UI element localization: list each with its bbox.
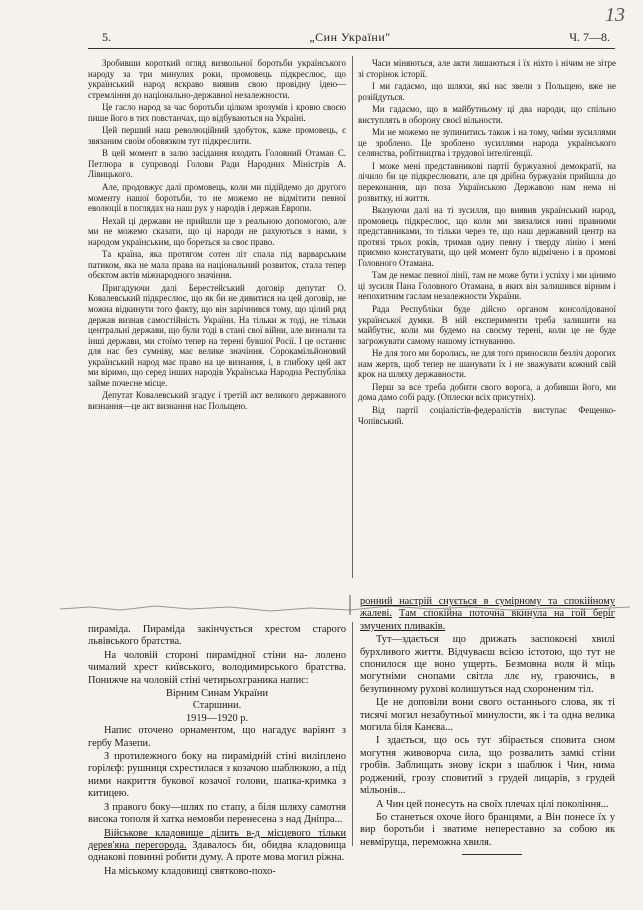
paragraph [88,650,346,687]
underlined-text: ронний настрій снується в сумірному та спокійному жалеві. [360,596,615,620]
paragraph: Ми гадаємо, що в майбутньому ці два народи, що спільно виступлять в оборону своєї вільности. [358,104,616,125]
paragraph: пираміда. Пираміда закінчується хрестом старого львівського братства. [88,624,346,648]
paragraph: Бо станеться охоче його бранцями, а Він понесе їх у вир боротьби і зватиме непереставно за собою як невміруща, переможна хвиля. [360,811,615,848]
paragraph: Ми не можемо не зупинитись також і на тому, чиїми зусиллями це зроблено. Це зроблено зусиллями народа українського селянства, робітництва і трудової інтелігенції. [358,127,616,159]
issue-number: Ч. 7—8. [569,30,610,44]
paragraph: Це не доповіли вони свого останнього слова, як ті тисячі могил незабутньої минулости, як і та одна велика могила біля Канєва... [360,697,615,734]
paragraph: Напис оточено орнаментом, що нагадує варіянт з гербу Мазепи. [88,725,346,749]
inscription-line: Вірним Синам України [166,688,268,700]
paragraph: А Чин цей понесуть на своїх плечах цілі покоління... [376,798,609,810]
paragraph: І здається, що ось тут збірається сповита сном могутня живоворча сила, що розвалить замкі стіни гробів. Заблищать знову іскри з шаблюк і Чин, нима роджений, грозу сповитий з грудей лицарів, з грудей мільонів... [360,735,615,797]
paragraph: Вказуючи далі на ті зусилля, що виявив український народ, промовець підкреслює, що коли ми звязалися нині правними представниками, то тільки через те, що наш державний центр на протязі трьох років, тримав одну певну і тверду лінію і мені приємно констатувати, що цей момент було відмічено і в промові Головного Отамана. [358,205,616,268]
paragraph: Депутат Ковалевський згадує і третій акт великого державного визнання—це акт визнання нас Польщею. [88,390,346,411]
paragraph: Пригадуючи далі Берестейський договір депутат О. Ковалевський підкреслює, що як би не дивитися на цей договір, не можна відкинути того факту, що він зарічнився тому, що цілий ряд держав визнав самостійність України. На тільки ж тоді, не тільки центральні держави, що були тоді в стані свої війни, але визнали та інші держави, ми стоїмо тепер на терені бувшої Росії. І це останнє для нас без сумніву, має велике значіння. Сорокамільйоновий український народ має право на це визнання, і, в глибоку цей акт ми віримо, що серед інших народів Українська Народна Республіка займе почесне місце. [88,282,346,388]
newspaper-title: „Син України" [309,30,391,44]
paragraph: Від партії соціалістів-федералістів виступає Фещенко-Чопівський. [358,404,616,426]
paragraph: Зробивши короткий огляд визвольної боротьби українського народу за три минулих роки, промовець підкреслює, що український народ яскраво виявив свою провідну ідею—стремління до національно-державної незалежности. [88,58,346,100]
paragraph: З протилежного боку на пирамідній стіні виліплено горілєф: рушниця схрестилася з козачою шаблюкою, а під ними накриття букової козачої голови, шапка-кримка з китицею. [88,751,346,800]
text-span: Тут—здається [376,634,439,646]
paragraph: З правого боку—шлях по стапу, а біля шляху самотня висока тополя й хатка немовби перенесена з над Дніпра... [88,801,346,826]
page-number: 5. [102,30,111,44]
text-line: На чоловій стороні пирамідної стіни на- [104,649,308,661]
paragraph [360,596,615,633]
paragraph: На міському кладовищі святково-похо- [104,865,276,877]
column-divider [352,56,353,578]
lower-right-column [360,596,615,850]
paragraph: Це гасло народ за час боротьби цілком зрозумів і кровю своєю пише його в тих повстанчах, що відбуваються на Україні. [88,102,346,123]
paragraph: Цей перший наш революційний здобуток, каже промовець, є звязаним своїм обовязком тут підкреслити. [88,125,346,146]
paragraph [360,634,615,696]
paragraph: І ми гадаємо, що шляхи, які нас звели з Польщею, вже не розійдуться. [358,81,616,102]
page-header [70,30,610,46]
margin-note: 13 [605,4,625,26]
upper-left-column [88,58,346,414]
paragraph: Там де немає певної лінії, там не може бути і успіху і ми цінимо ці зусиля Пана Головного Отамана, в яких він залишився вірним і непохитним гаслам незалежности України. [358,270,616,302]
paragraph: Не для того ми боролись, не для того приносили безліч дорогих нам жертв, щоб тепер не шанувати їх і не зважувати кожний свій крок на шляху державности. [358,348,616,380]
paragraph: Нехай ці держави не прийшли ще з реальною допомогою, але ми не можемо сказати, що ці народи не рахуються з нами, з народом українським, що бореться за своє право. [88,215,346,247]
paragraph: В цей момент в залю засідання входить Головний Отаман С. Петлюра в супроводі Голови Ради Народних Міністрів А. Лівицького. [88,148,346,180]
text-span: Здавалось би, обидва кладовища однакові повинні робити думу. А проте мова могил ріжна. [88,839,346,864]
paragraph: Часи міняються, але акти лишаються і їх ніхто і нічим не зітре зі сторінок історії. [358,58,616,79]
paragraph: Рада Республіки буде дійсно органом консолідованої української думки. В ній експерименти треба залишити на майбутнє, коли ми будемо на своєму терені, коли це не буде загрожувати самому нашому істнуванню. [358,304,616,346]
text-line: лолено чималий хрест київського, володимирського братства. Понижче на чоловій стіні четирьохграника напис: [88,649,346,686]
underlined-text: Там спокійна поточна вкинула на гой беріг змучених пливаків. [360,608,615,632]
paragraph: Перш за все треба добити свого ворога, а добивши його, ми дома дамо собі раду. (Оплески всіх присутніх). [358,381,616,403]
upper-right-column [358,58,616,428]
paragraph: І може мені представникові партії буржуазної демократії, на лічило би це підкреслювати, але ця дрібна буржуазія прийшла до переконання, що поза Українською Державою нам нема ні розвитку, ні життя. [358,160,616,203]
text-span: що дрижать заспокоєні хвилі бурхливого життя. Відчуваєш всією істотою, що тут не спонилося ще воно ущерть. Безмовна воля й міць могутніми снопами світла ллє ну, граючись, в безупинному рухові колишуться над схороненим тіл. [360,634,615,695]
lower-column-divider [352,622,353,846]
paragraph: Але, продовжує далі промовець, коли ми підійдемо до другого моменту нашої боротьби, то не можемо не відмітити певної еволюції в поглядах на наш рух у народів і держав Европи. [88,182,346,214]
header-rule [88,48,615,49]
end-rule [462,854,522,855]
paragraph: Та країна, яка протягом сотен літ спала під варварським патиком, яка не мала права на національний розвиток, стала тепер обєктом актів міжнародного значіння. [88,249,346,281]
inscription-line: 1919—1920 р. [185,712,249,724]
inscription-line: Старшини. [192,700,242,712]
paragraph [88,828,346,865]
lower-left-column [88,624,346,879]
underlined-text: Військове кладовище ділить в-д місцевого тільки дерев'яна перегорода. [88,827,346,851]
